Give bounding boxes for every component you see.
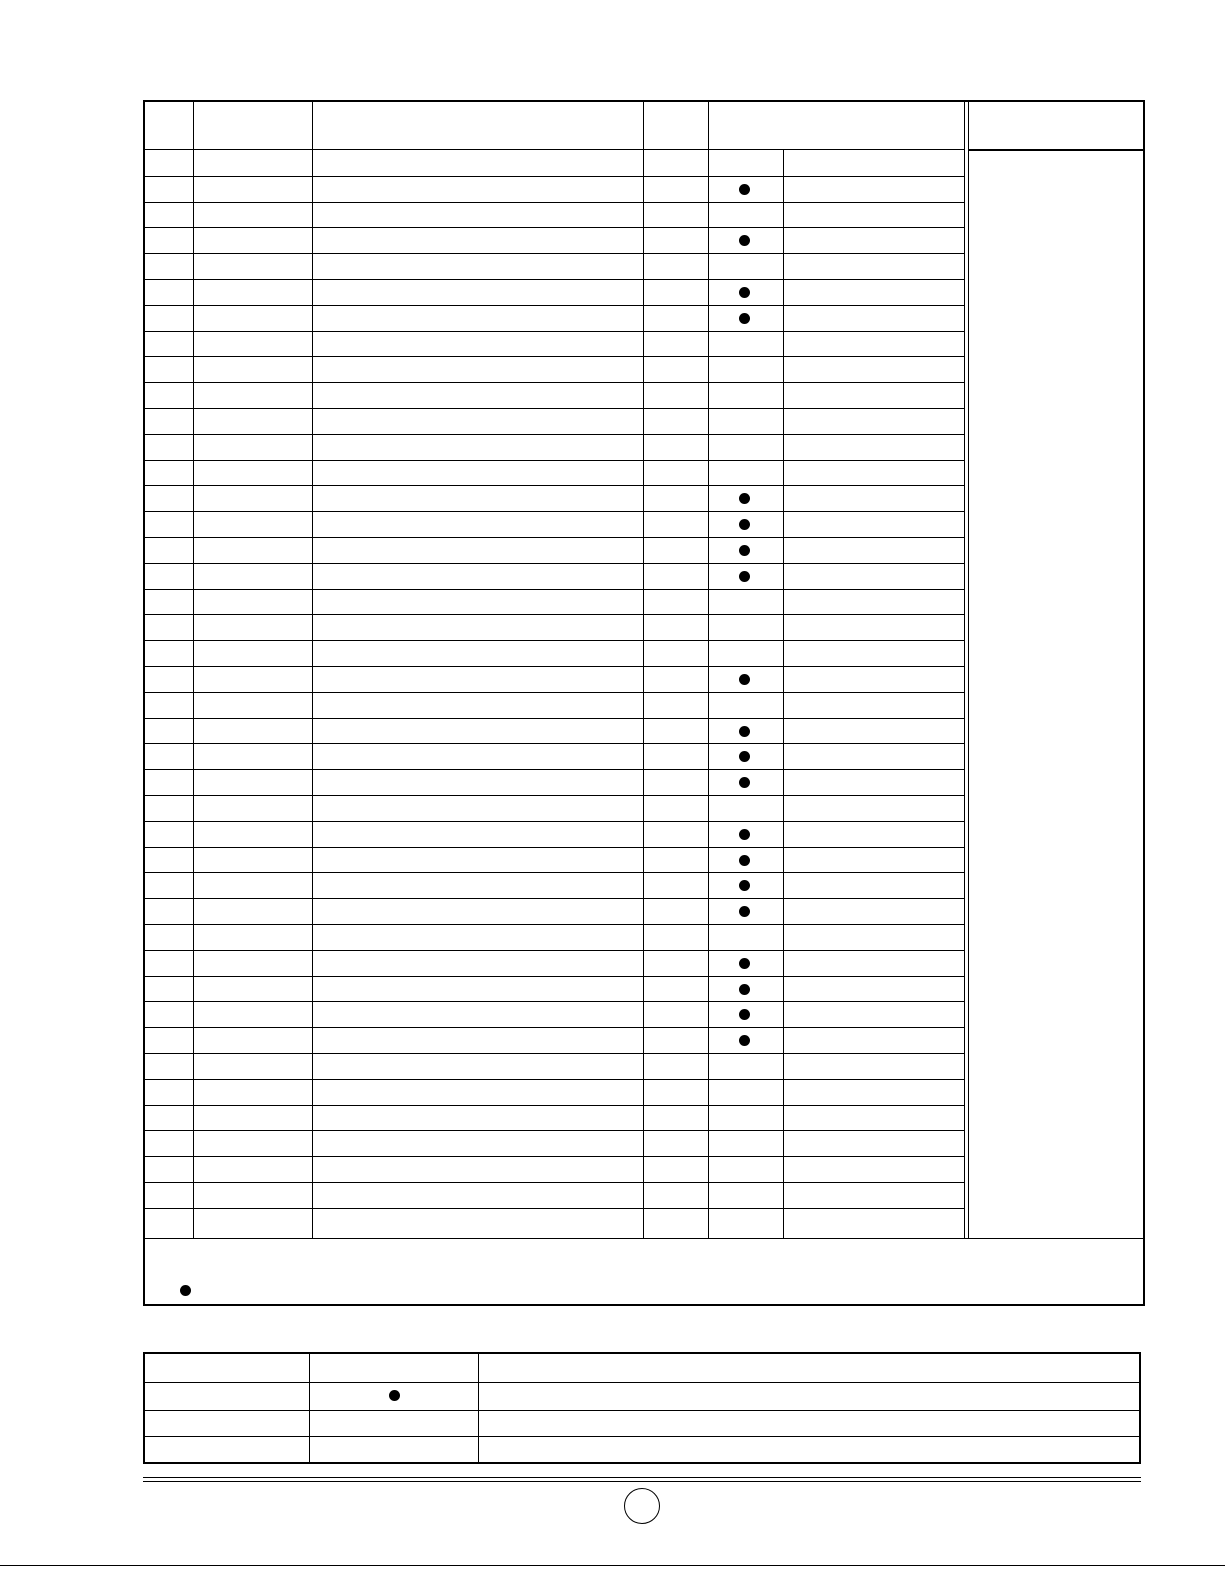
table-row-line [143, 563, 965, 564]
header-divider-right [969, 149, 1145, 151]
row-dot-icon [739, 880, 750, 891]
table-row-line [143, 872, 965, 873]
sub-col-divider-1 [309, 1352, 310, 1464]
table-row-line [143, 434, 965, 435]
footer-rule-2 [143, 1481, 1141, 1482]
table-row-line [143, 847, 965, 848]
table-row-line [143, 202, 965, 203]
table-row-line [143, 640, 965, 641]
table-row-line [143, 898, 965, 899]
col-divider-6b [968, 100, 969, 1238]
table-row-line [143, 692, 965, 693]
row-dot-icon [739, 519, 750, 530]
sub-row-dot-icon [389, 1390, 400, 1401]
table-row-line [143, 1079, 965, 1080]
table-row-line [143, 537, 965, 538]
table-row-line [143, 718, 965, 719]
row-dot-icon [739, 777, 750, 788]
header-divider [143, 149, 965, 150]
row-dot-icon [739, 493, 750, 504]
row-dot-icon [739, 958, 750, 969]
sub-table [143, 1352, 1141, 1464]
col-divider-6a [964, 100, 965, 1238]
table-row-line [143, 950, 965, 951]
table-row-line [143, 408, 965, 409]
table-row-line [143, 614, 965, 615]
footer-rule-1 [143, 1477, 1141, 1478]
row-dot-icon [739, 855, 750, 866]
table-row-line [143, 382, 965, 383]
table-row-line [143, 176, 965, 177]
table-row-line [143, 1001, 965, 1002]
col-divider-3 [643, 100, 644, 1238]
table-row-line [143, 485, 965, 486]
table-row-line [143, 795, 965, 796]
table-row-line [143, 279, 965, 280]
row-dot-icon [739, 235, 750, 246]
table-row-line [143, 356, 965, 357]
table-row-line [143, 769, 965, 770]
table-row-line [143, 1182, 965, 1183]
table-row-line [143, 589, 965, 590]
sub-row-line [143, 1410, 1141, 1411]
table-row-line [143, 1130, 965, 1131]
col-divider-5 [783, 149, 784, 1238]
legend-dot-icon [180, 1285, 191, 1296]
table-row-line [143, 1156, 965, 1157]
sub-row-line [143, 1382, 1141, 1383]
table-row-line [143, 821, 965, 822]
sub-row-line [143, 1436, 1141, 1437]
row-dot-icon [739, 313, 750, 324]
col-divider-1 [193, 100, 194, 1238]
table-row-line [143, 743, 965, 744]
table-row-line [143, 253, 965, 254]
row-dot-icon [739, 829, 750, 840]
row-dot-icon [739, 751, 750, 762]
table-row-line [143, 305, 965, 306]
col-divider-2 [312, 100, 313, 1238]
table-row-line [143, 666, 965, 667]
row-dot-icon [739, 984, 750, 995]
page-number-circle [624, 1488, 660, 1524]
row-dot-icon [739, 726, 750, 737]
col-divider-4 [708, 100, 709, 1238]
table-row-line [143, 227, 965, 228]
row-dot-icon [739, 1035, 750, 1046]
table-row-line [143, 976, 965, 977]
row-dot-icon [739, 184, 750, 195]
row-dot-icon [739, 545, 750, 556]
main-table [143, 100, 1145, 1306]
row-dot-icon [739, 674, 750, 685]
row-dot-icon [739, 287, 750, 298]
row-dot-icon [739, 906, 750, 917]
table-row-line [143, 1208, 965, 1209]
table-row-line [143, 460, 965, 461]
table-row-line [143, 511, 965, 512]
sub-col-divider-2 [478, 1352, 479, 1464]
page-bottom-rule [0, 1565, 1225, 1566]
row-dot-icon [739, 1009, 750, 1020]
table-row-line [143, 331, 965, 332]
table-row-line [143, 1027, 965, 1028]
table-row-line [143, 924, 965, 925]
table-row-line [143, 1105, 965, 1106]
footer-divider [143, 1238, 1145, 1239]
table-row-line [143, 1053, 965, 1054]
row-dot-icon [739, 571, 750, 582]
